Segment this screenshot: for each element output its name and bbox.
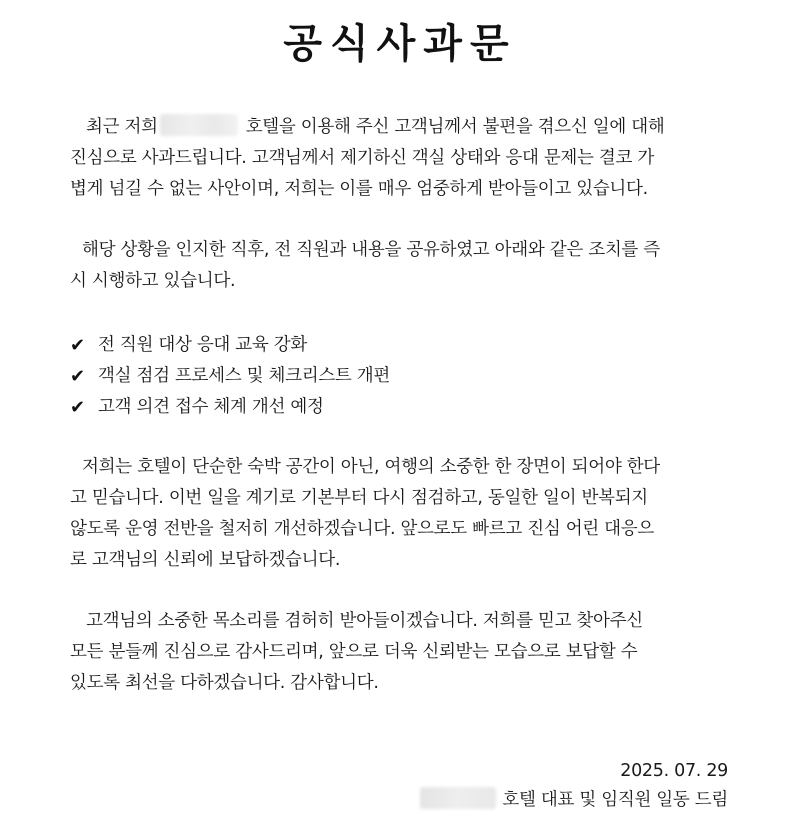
paragraph-line: 해당 상황을 인지한 직후, 전 직원과 내용을 공유하였고 아래와 같은 조치를 즉 xyxy=(82,240,660,260)
paragraph-line: 고객님의 소중한 목소리를 겸허히 받아들이겠습니다. 저희를 믿고 찾아주신 xyxy=(86,611,643,631)
paragraph-line: 볍게 넘길 수 없는 사안이며, 저희는 이를 매우 엄중하게 받아들이고 있습니다. xyxy=(70,179,648,199)
paragraph-line: 있도록 최선을 다하겠습니다. 감사합니다. xyxy=(70,673,379,693)
paragraph-line: 진심으로 사과드립니다. 고객님께서 제기하신 객실 상태와 응대 문제는 결코 가 xyxy=(70,148,654,168)
paragraph-line: 로 고객님의 신뢰에 보답하겠습니다. xyxy=(70,550,341,570)
paragraph-line: 시 시행하고 있습니다. xyxy=(70,271,236,291)
paragraph-text: 최근 저희 xyxy=(86,117,158,137)
paragraph-text: 호텔을 이용해 주신 고객님께서 불편을 겪으신 일에 대해 xyxy=(245,117,665,137)
checkmark-icon: ✔ xyxy=(70,335,85,356)
signature-text: 호텔 대표 및 임직원 일동 드림 xyxy=(502,790,728,810)
paragraph-3 xyxy=(70,452,750,576)
checkmark-icon: ✔ xyxy=(70,397,85,418)
paragraph-line: 고 믿습니다. 이번 일을 계기로 기본부터 다시 점검하고, 동일한 일이 반복되지 xyxy=(70,488,648,508)
signature-from xyxy=(420,785,728,815)
list-item xyxy=(70,392,750,423)
paragraph-line: 모든 분들께 진심으로 감사드리며, 앞으로 더욱 신뢰받는 모습으로 보답할 수 xyxy=(70,642,638,662)
paragraph-line: 않도록 운영 전반을 철저히 개선하겠습니다. 앞으로도 빠르고 진심 어린 대응으 xyxy=(70,519,654,539)
action-checklist xyxy=(70,330,750,423)
paragraph-1 xyxy=(70,112,750,205)
paragraph-line: 저희는 호텔이 단순한 숙박 공간이 아닌, 여행의 소중한 한 장면이 되어야 한다 xyxy=(82,457,660,477)
redacted-hotel-name xyxy=(160,114,238,136)
checkmark-icon: ✔ xyxy=(70,366,85,387)
page-title: 공식사과문 xyxy=(283,21,517,67)
redacted-hotel-name xyxy=(420,787,496,809)
list-item-text: 고객 의견 접수 체계 개선 예정 xyxy=(98,397,324,417)
paragraph-line xyxy=(70,112,750,143)
list-item xyxy=(70,330,750,361)
signature-date: 2025. 07. 29 xyxy=(620,761,728,781)
list-item xyxy=(70,361,750,392)
list-item-text: 전 직원 대상 응대 교육 강화 xyxy=(98,335,307,355)
paragraph-4 xyxy=(70,606,750,699)
list-item-text: 객실 점검 프로세스 및 체크리스트 개편 xyxy=(98,366,390,386)
paragraph-2 xyxy=(70,235,750,297)
